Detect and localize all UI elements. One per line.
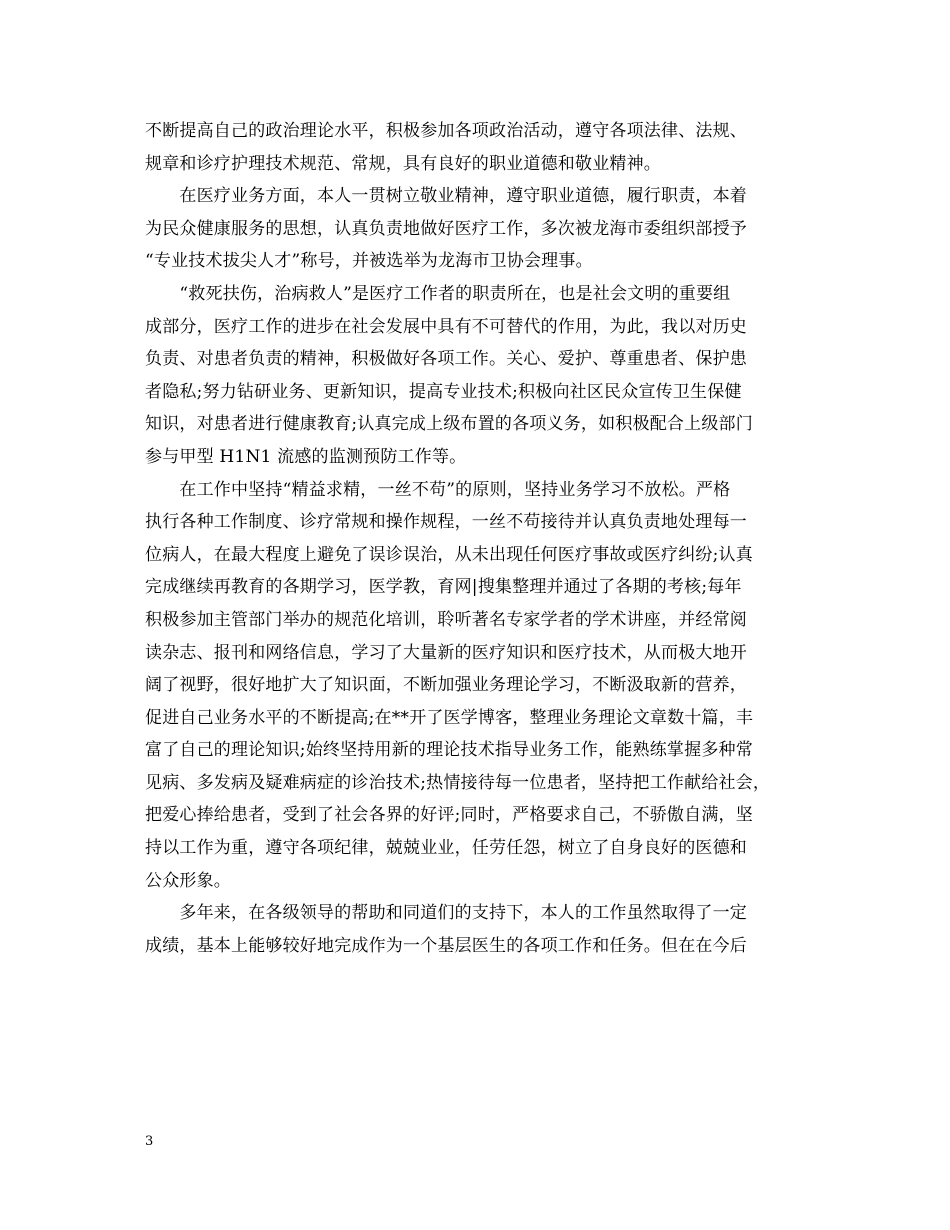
body-text <box>145 115 825 962</box>
text-line: 不断提高自己的政治理论水平，积极参加各项政治活动，遵守各项法律、法规、 <box>145 121 747 141</box>
text-line: 成绩，基本上能够较好地完成作为一个基层医生的各项工作和任务。但在在今后 <box>145 935 747 956</box>
text-line: 见病、多发病及疑难病症的诊治技术;热情接待每一位患者，坚持把工作献给社会， <box>145 772 771 793</box>
text-line: 把爱心捧给患者，受到了社会各界的好评;同时，严格要求自己，不骄傲自满，坚 <box>145 805 753 826</box>
text-line: 富了自己的理论知识;始终坚持用新的理论技术指导业务工作，能熟练掌握多种常 <box>145 740 753 761</box>
text-line: 成部分，医疗工作的进步在社会发展中具有不可替代的作用，为此，我以对历史 <box>145 316 747 337</box>
text-line: 在工作中坚持“精益求精，一丝不苟”的原则，坚持业务学习不放松。严格 <box>145 479 731 500</box>
text-line: “专业技术拔尖人才”称号，并被选举为龙海市卫协会理事。 <box>145 251 593 272</box>
text-line: 阔了视野，很好地扩大了知识面，不断加强业务理论学习，不断汲取新的营养， <box>145 675 747 696</box>
text-line: 完成继续再教育的各期学习，医学教，育网|搜集整理并通过了各期的考核;每年 <box>145 577 742 598</box>
text-line: 为民众健康服务的思想，认真负责地做好医疗工作，多次被龙海市委组织部授予 <box>145 218 747 239</box>
text-line: 公众形象。 <box>145 870 231 891</box>
text-line: 负责、对患者负责的精神，积极做好各项工作。关心、爱护、尊重患者、保护患 <box>145 349 747 370</box>
text-line: 执行各种工作制度、诊疗常规和操作规程，一丝不苟接待并认真负责地处理每一 <box>145 512 747 533</box>
text-line: 规章和诊疗护理技术规范、常规，具有良好的职业道德和敬业精神。 <box>145 153 661 174</box>
text-line: 者隐私;努力钻研业务、更新知识，提高专业技术;积极向社区民众宣传卫生保健 <box>145 381 742 402</box>
text-line: 积极参加主管部门举办的规范化培训，聆听著名专家学者的学术讲座，并经常阅 <box>145 609 747 630</box>
text-line: 多年来，在各级领导的帮助和同道们的支持下，本人的工作虽然取得了一定 <box>145 903 747 924</box>
text-line: 在医疗业务方面，本人一贯树立敬业精神，遵守职业道德，履行职责，本着 <box>145 186 747 207</box>
text-line: 参与甲型 H1N1 流感的监测预防工作等。 <box>145 446 467 467</box>
text-line: 位病人，在最大程度上避免了误诊误治，从未出现任何医疗事故或医疗纠纷;认真 <box>145 544 753 565</box>
page-number: 3 <box>145 1134 154 1149</box>
text-line: 持以工作为重，遵守各项纪律，兢兢业业，任劳任怨，树立了自身良好的医德和 <box>145 838 747 859</box>
text-line: 促进自己业务水平的不断提高;在**开了医学博客，整理业务理论文章数十篇，丰 <box>145 707 754 728</box>
text-line: “救死扶伤，治病救人”是医疗工作者的职责所在，也是社会文明的重要组 <box>145 283 731 304</box>
text-line: 读杂志、报刊和网络信息，学习了大量新的医疗知识和医疗技术，从而极大地开 <box>145 642 747 663</box>
text-line: 知识，对患者进行健康教育;认真完成上级布置的各项义务，如积极配合上级部门 <box>145 414 753 435</box>
